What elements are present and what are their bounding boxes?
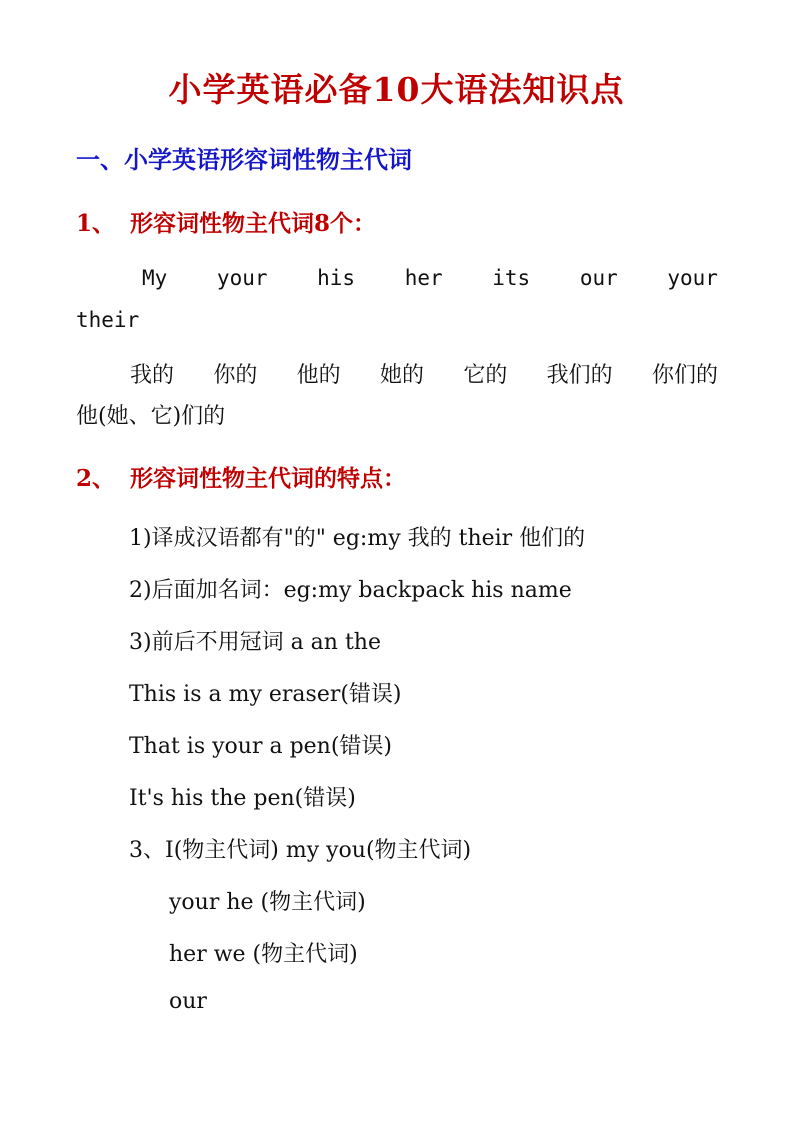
section-heading: 一、小学英语形容词性物主代词: [76, 145, 412, 174]
pronoun-word: My: [142, 266, 168, 290]
pronoun-meaning: 我们的: [546, 363, 613, 388]
subsection-number: 1、: [76, 210, 116, 237]
pronoun-word: his: [317, 266, 356, 290]
pronoun-meaning: 它的: [463, 363, 508, 388]
example-line: It's his the pen(错误): [129, 786, 356, 811]
pronoun-meaning: 他的: [296, 363, 341, 388]
pronoun-word-wrap: their: [76, 308, 140, 332]
pronoun-meaning-wrap: 他(她、它)们的: [76, 404, 226, 429]
subpoint-line: our: [169, 989, 207, 1014]
pronoun-meaning: 你们的: [651, 363, 718, 388]
pronoun-meaning: 我的: [130, 363, 175, 388]
subsection-text: 形容词性物主代词的特点：: [130, 465, 406, 492]
point-line: 2)后面加名词：eg:my backpack his name: [129, 578, 572, 603]
pronoun-meaning: 你的: [213, 363, 258, 388]
pronoun-meaning: 她的: [379, 363, 424, 388]
page-title: 小学英语必备10大语法知识点: [168, 70, 625, 109]
english-pronoun-row: [142, 266, 718, 290]
subsection-heading-1: [76, 205, 376, 238]
pronoun-word: your: [667, 266, 718, 290]
pronoun-word: our: [579, 266, 618, 290]
pronoun-word: its: [492, 266, 531, 290]
pronoun-word: her: [404, 266, 443, 290]
subsection-text: 形容词性物主代词8个：: [130, 210, 377, 237]
example-line: This is a my eraser(错误): [129, 682, 402, 707]
subsection-number: 2、: [76, 465, 116, 492]
point-line: 1)译成汉语都有"的" eg:my 我的 their 他们的: [129, 526, 586, 551]
subpoint-line: her we (物主代词): [169, 942, 358, 967]
point-line: 3、I(物主代词) my you(物主代词): [129, 838, 472, 863]
pronoun-word: your: [216, 266, 268, 290]
chinese-pronoun-row: [130, 358, 718, 389]
example-line: That is your a pen(错误): [129, 734, 393, 759]
point-line: 3)前后不用冠词 a an the: [129, 630, 381, 655]
subsection-heading-2: [76, 460, 406, 493]
subpoint-line: your he (物主代词): [169, 890, 366, 915]
